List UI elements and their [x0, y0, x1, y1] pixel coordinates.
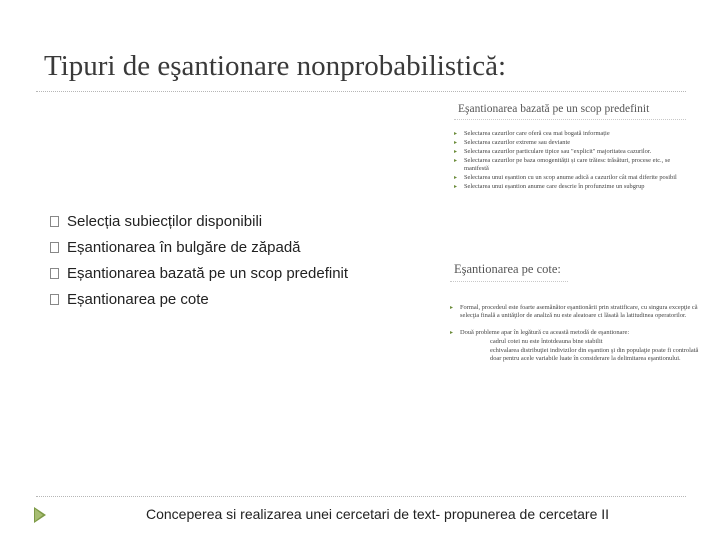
thumbnail-item: ▸ Selectarea cazurilor particulare tipice sau "explicit" majoritatea cazurilor.	[454, 148, 686, 156]
slide-thumbnail-scop	[454, 103, 686, 192]
slide-title: Tipuri de eşantionare nonprobabilistică:	[44, 50, 507, 82]
thumbnail-item: ▸ Selectarea cazurilor extreme sau deviante	[454, 139, 686, 147]
footer-text: Conceperea si realizarea unei cercetari de text- propunerea de cercetare II	[146, 506, 610, 522]
thumbnail-list	[454, 130, 686, 191]
thumbnail-item: ▸ Selectarea cazurilor care oferă cea mai bogată informație	[454, 130, 686, 138]
thumbnail-heading: Eşantionarea bazată pe un scop predefinit	[458, 103, 650, 115]
thumbnail-list	[450, 304, 706, 363]
thumbnail-subitem: echivalarea distribuţiei indivizilor din eşantion şi din populaţie poate fi controlată doar pentru acele variabile luate în considerare la delimitarea eşantionului.	[490, 347, 699, 362]
thumbnail-item: ▸ Formal, procedeul este foarte asemănător eşantionării prin stratificare, cu singura excepţie că selecţia finală a unităţilor de analiză nu este aleatoare ci lăsată la latitudinea operatorilor.	[450, 304, 706, 320]
thumbnail-subitem: cadrul cotei nu este întotdeauna bine stabilit	[490, 338, 603, 345]
bullet-box-icon	[50, 268, 59, 279]
thumbnail-item: ▸ Selectarea unui eșantion anume care descrie în profunzime un subgrup	[454, 183, 686, 191]
thumbnail-divider	[450, 281, 568, 282]
title-divider	[36, 91, 686, 92]
play-arrow-icon	[34, 507, 46, 523]
thumbnail-divider	[454, 119, 686, 120]
bullet-text: Selecția subiecților disponibili	[67, 213, 263, 230]
bullet-box-icon	[50, 242, 59, 253]
thumbnail-item: ▸ Două probleme apar în legătură cu această metodă de eşantionare:	[450, 329, 706, 337]
thumbnail-item: ▸ Selectarea unui eșantion cu un scop anume adică a cazurilor cât mai diferite posibil	[454, 174, 686, 182]
bullet-text: Eșantionarea în bulgăre de zăpadă	[67, 239, 301, 256]
footer-divider	[36, 496, 686, 497]
bullet-box-icon	[50, 294, 59, 305]
thumbnail-item: ▸ Selectarea cazurilor pe baza omogenității și care trăiesc trăsături, procese etc., se manifestă	[454, 157, 686, 173]
bullet-text: Eșantionarea pe cote	[67, 291, 209, 308]
bullet-text: Eșantionarea bazată pe un scop predefinit	[67, 265, 349, 282]
slide-thumbnail-cote	[450, 262, 706, 364]
bullet-box-icon	[50, 216, 59, 227]
thumbnail-heading: Eşantionarea pe cote:	[454, 262, 561, 276]
